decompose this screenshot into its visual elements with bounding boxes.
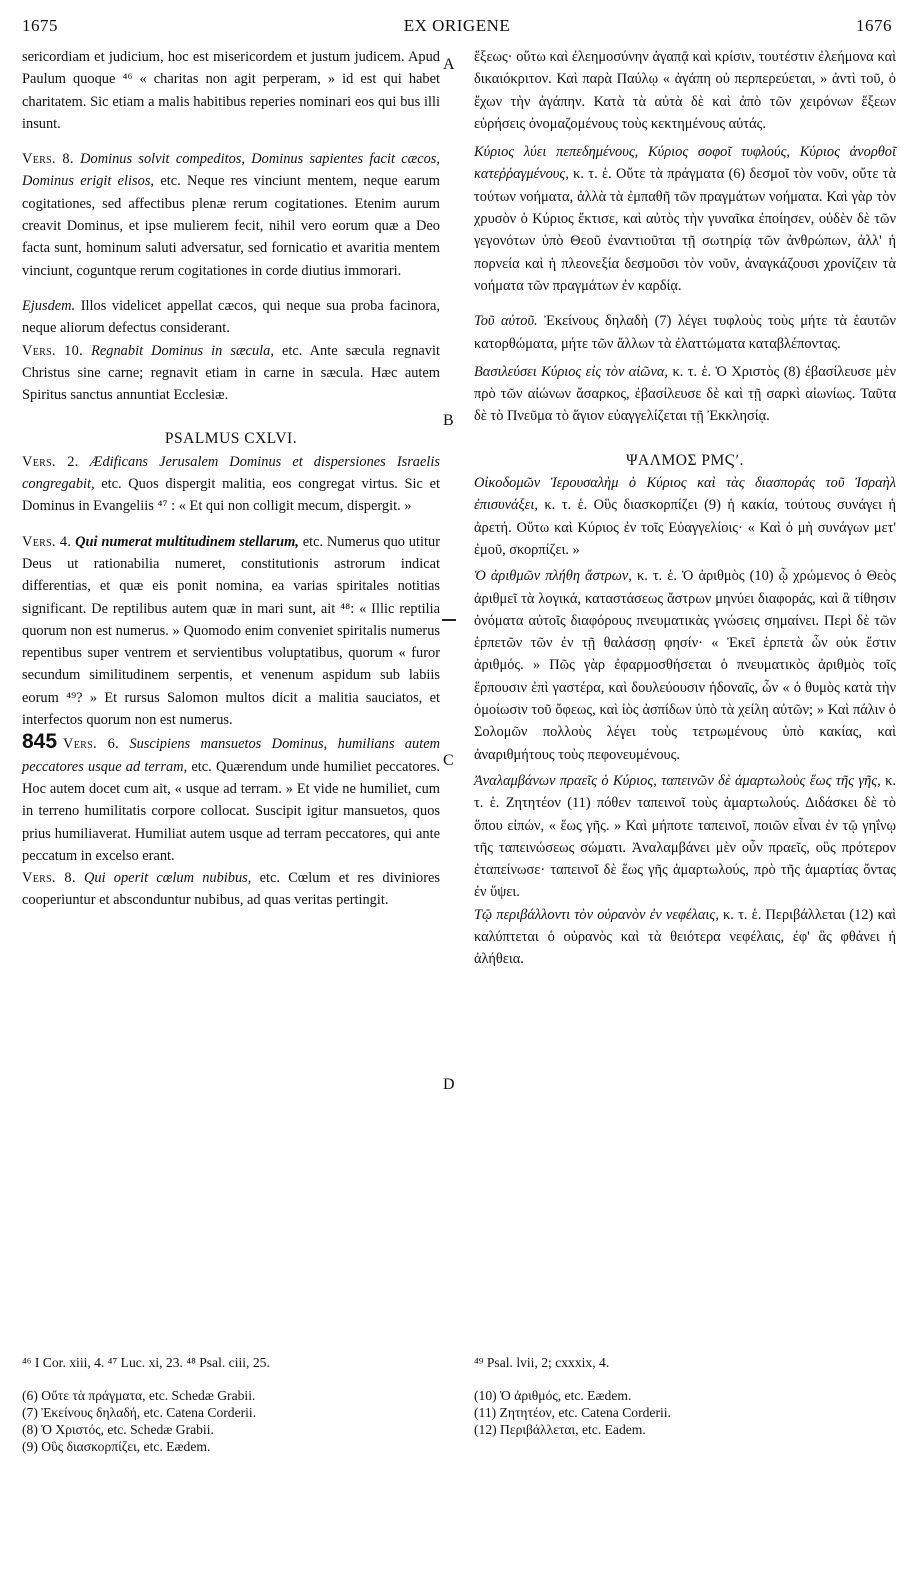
verse-text: etc. Quos dispergit malitia, eos congregat virtus. Sic et Dominus in Evangeliis ⁴⁷ : « Et qui non colligit mecum, dispergit. » [22, 476, 440, 515]
verse-text: Ἐκείνους δηλαδὴ (7) λέγει τυφλοὺς τοὺς μήτε τὰ ἑαυτῶν κατορθώματα, μήτε τῶν ἄλλων τὰ ἐλαττώματα καταβλέποντας. [474, 313, 896, 352]
verse-paragraph [474, 141, 896, 297]
scripture-references-right [474, 1354, 894, 1371]
paragraph: ἕξεως· οὕτω καὶ ἐλεημοσύνην ἀγαπᾷ καὶ κρίσιν, τουτέστιν ἐλεήμονα καὶ δικαιόκριτον. Καὶ παρὰ Παύλῳ « ἀγάπη οὐ περπερεύεται, » ἀντὶ τοῦ, ὁ ἔχων τὴν ἀγάπην. Κατὰ τὰ αὐτὰ δὲ καὶ ἀπὸ τῶν χειρόνων ἕξεων εὑρήσεις ὀνομαζομένους τοὺς κεκτημένους αὐτάς. [474, 49, 896, 132]
verse-label: Vers. 10. [22, 342, 84, 359]
verse-lemma: Τῷ περιβάλλοντι τὸν οὐρανὸν ἐν νεφέλαις, [474, 906, 719, 923]
paragraph: sericordiam et judicium, hoc est misericordem et justum judicem. Apud Paulum quoque ⁴⁶ « charitas non agit perperam, » id est qui habet charitatem. Sic etiam a malis habitibus reperies nominari eos qui bus illi insunt. [22, 49, 440, 132]
verse-lemma: Ὁ ἀριθμῶν πλήθη ἄστρων, [474, 568, 632, 585]
verse-paragraph [22, 148, 440, 282]
variant-note: (7) Ἐκείνους δηλαδή, etc. Catena Corderii. [22, 1405, 257, 1420]
variant-note: (9) Οὓς διασκορπίζει, etc. Eædem. [22, 1439, 211, 1454]
verse-paragraph [474, 361, 896, 428]
variant-note: (8) Ὁ Χριστός, etc. Schedæ Grabii. [22, 1422, 214, 1437]
psalm-title: ΨΑΛΜΟΣ ΡΜϚʹ. [626, 451, 744, 469]
verse-text: κ. τ. ἑ. Ὁ Χριστὸς (8) ἐβασίλευσε μὲν πρὸ τῶν αἰώνων ἄσαρκος, ἐβασίλευσε δὲ καὶ τῇ σαρκὶ αἰωνίως. Ταῦτα δὲ τὸ Πνεῦμα τὸ ἅγιον εὐαγγελίζεται τῇ Ἐκκλησίᾳ. [474, 363, 896, 425]
verse-label: Ejusdem. [22, 297, 76, 314]
verse-label: Vers. 4. [22, 533, 72, 550]
verse-label: Vers. 6. [63, 736, 119, 753]
verse-lemma: Κύριος λύει πεπεδημένους, Κύριος σοφοῖ τυφλούς, Κύριος ἀνορθοῖ κατεῤῥαγμένους, [474, 144, 896, 183]
verse-paragraph [474, 565, 896, 766]
variant-notes-left [22, 1387, 462, 1455]
footnote-reference: ⁴⁹ Psal. lvii, 2; cxxxix, 4. [474, 1355, 610, 1370]
column-divider [442, 619, 456, 621]
verse-lemma: Regnabit Dominus in sæcula, [91, 342, 274, 359]
variant-note: (6) Οὔτε τὰ πράγματα, etc. Schedæ Grabii. [22, 1388, 256, 1403]
running-title: EX ORIGENE [403, 16, 511, 35]
latin-column [22, 46, 440, 912]
verse-paragraph [22, 731, 440, 867]
verse-paragraph [22, 340, 440, 407]
verse-text: κ. τ. ἑ. Οὔτε τὰ πράγματα (6) δεσμοῖ τὸν νοῦν, οὔτε τὰ τούτων νοήματα, ἀλλὰ τὰ ἐμπαθῆ τῶν πραγμάτων νοήματα. Καὶ γὰρ τὸν χρυσὸν ὁ Κύριος ἔκτισε, καὶ αὐτὸς τὴν γυναῖκα ἐποίησεν, οὐδὲν δὲ τῶν γεγονότων ὑπὸ Θεοῦ ἐναντιοῦται τῇ σωτηρίᾳ τῶν ἀνθρώπων, ἀλλ' ἡ πορνεία καὶ ἡ πλεονεξία δεσμοῦσι τὸν νοῦν, ἀναγκάζουσι χρονίζειν τὰ νοήματα τῶν πραγμάτων ἐν καρδίᾳ. [474, 166, 896, 294]
variant-note: (10) Ὁ ἀριθμός, etc. Eædem. [474, 1388, 632, 1403]
section-marker-c: C [443, 752, 454, 769]
verse-label: Vers. 8. [22, 151, 74, 168]
psalm-title: PSALMUS CXLVI. [164, 430, 298, 448]
verse-text: etc. Ante sæcula regnavit Christus sine carne; regnavit etiam in carne in sæcula. Hæc autem Spiritus sanctus annuntiat Ecclesiæ. [22, 342, 440, 404]
verse-paragraph [22, 295, 440, 340]
footnote-reference: ⁴⁶ I Cor. xiii, 4. ⁴⁷ Luc. xi, 23. ⁴⁸ Psal. ciii, 25. [22, 1355, 270, 1370]
variant-note: (11) Ζητητέον, etc. Catena Corderii. [474, 1405, 671, 1420]
page-number-right: 1676 [856, 16, 892, 35]
verse-lemma: Qui operit cœlum nubibus, [83, 870, 252, 887]
verse-label: Τοῦ αὐτοῦ. [474, 313, 538, 330]
section-marker-a: A [443, 56, 455, 73]
column-number: 845 [22, 730, 58, 754]
variant-note: (12) Περιβάλλεται, etc. Eadem. [474, 1422, 646, 1437]
verse-text: κ. τ. ἑ. Ὁ ἀριθμὸς (10) ᾧ χρώμενος ὁ Θεὸς ἀριθμεῖ τὰ λογικά, καταστάσεως ἄστρων μηνύει διαφοράς, καὶ ἃ τίθησιν ὀνόματα αὐτοῖς διαφόρους πνευματικὰς γνώσεις σημαίνει. Περὶ δὲ τῶν ἑρπετῶν τῶν ἐν τῇ θαλάσσῃ φησίν· « Ἐκεῖ ἑρπετὰ ὧν οὐκ ἔστιν ἀριθμός. » Πῶς γὰρ ἐφαρμοσθήσεται ὁ πνευματικὸς ἀριθμὸς τοῖς ἕρπουσιν ἐπὶ γαστέρα, καὶ δουλεύουσιν ἡδοναῖς, ὧν « ὁ θυμὸς κατὰ τὴν ὁμοίωσιν τοῦ ὄφεως, καὶ ἰὸς ἀσπίδων ὑπὸ τὰ χείλη αὐτῶν; » Καὶ πάλιν ὁ Σολομῶν πολλοὺς λέγει τοὺς τετρωμένους ὑπὸ κακίας, καὶ ἀναριθμήτους τοὺς πεφονευμένους. [474, 568, 896, 763]
verse-text: κ. τ. ἑ. Ζητητέον (11) πόθεν ταπεινοῖ τοὺς ἁμαρτωλούς. Διδάσκει δὲ τὸ ὅπου εἰπών, « ἕως γῆς. » Καὶ μήποτε ταπεινοῖ, ποιῶν εἶναι ἐν τῷ γηΐνῳ τῆς ταπεινώσεως σώματι. Ἀναλαμβάνει μὲν οὖν πραεῖς, οὓς πρότερον ἐταπείνωσε· ταπεινοῖ δὲ ἕως γῆς ἁμαρτωλούς, πρὸ τῆς ἁμαρτίας ὄντας ἐν ὕψει. [474, 772, 896, 901]
verse-label: Vers. 2. [22, 453, 79, 470]
verse-text: κ. τ. ἑ. Οὓς διασκορπίζει (9) ἡ κακία, τούτους συνάγει ἡ ἀρετή. Οὕτω καὶ Κύριος ἐν τοῖς Εὐαγγελίοις· « Καὶ ὁ μὴ συνάγων μετ' ἐμοῦ, σκορπίζει. » [474, 497, 896, 558]
verse-paragraph [474, 904, 896, 971]
verse-text: κ. τ. ἑ. Περιβάλλεται (12) καὶ καλύπτεται ὁ οὐρανὸς καὶ τὰ θειότερα νεφέλαις, ἐφ' ἃς φθάνει ἡ ἀλήθεια. [474, 906, 896, 968]
verse-lemma: Οἰκοδομῶν Ἱερουσαλὴμ ὁ Κύριος καὶ τὰς διασποράς τοῦ Ἰσραὴλ ἐπισυνάξει, [474, 475, 896, 514]
verse-lemma: Qui numerat multitudinem stellarum, [75, 533, 299, 550]
verse-paragraph [474, 472, 896, 561]
verse-lemma: Suscipiens mansuetos Dominus, humilians autem peccatores usque ad terram, [22, 736, 440, 775]
verse-paragraph [22, 867, 440, 912]
verse-paragraph [22, 531, 440, 732]
verse-label: Vers. 8. [22, 870, 76, 887]
verse-paragraph [474, 310, 896, 355]
variant-notes-right [474, 1387, 894, 1438]
page-number-left: 1675 [22, 16, 58, 35]
verse-paragraph [474, 770, 896, 904]
verse-lemma: Dominus solvit compeditos, Dominus sapientes facit cæcos, Dominus erigit elisos, [22, 151, 440, 190]
verse-text: etc. Quærendum unde humiliet peccatores. Hoc autem docet cum ait, « usque ad terram. » Et vide ne humiliet, cum in terreno humilitatis corpore collocat. Suscipit igitur mansuetos, quos prius humiliaverat. Humiliat autem usque ad terram peccatores, qui ante peccatum in excelso erant. [22, 758, 440, 864]
greek-column [474, 46, 896, 971]
verse-lemma: Ἀναλαμβάνων πραεῖς ὁ Κύριος, ταπεινῶν δὲ ἁμαρτωλοὺς ἕως τῆς γῆς, [474, 772, 881, 789]
section-marker-b: B [443, 412, 454, 429]
verse-text: etc. Neque res vinciunt mentem, neque earum cogitationes, sed affectibus plenæ rerum cogitationes. Etenim aurum creavit Dominus, et ipse mulierem fecit, nihil vero eorum quæ a Deo facta sunt, hominum saluti adversatur, sed fornicatio et avaritia mentem vinciunt, coguntque rerum cogitationes in corde diutius immorari. [22, 173, 440, 279]
verse-lemma: Βασιλεύσει Κύριος εἰς τὸν αἰῶνα, [474, 363, 669, 380]
section-marker-d: D [443, 1076, 455, 1093]
scripture-references-left [22, 1354, 462, 1371]
verse-text: Illos videlicet appellat cæcos, qui neque sua proba facinora, neque aliorum defectus considerant. [22, 297, 440, 337]
verse-paragraph [22, 451, 440, 518]
verse-text: etc. Cœlum et res diviniores cooperiuntur et absconduntur nubibus, ad quas veritas pertingit. [22, 870, 440, 909]
verse-lemma: Ædificans Jerusalem Dominus et dispersiones Israelis congregabit, [22, 453, 440, 493]
page-header [22, 16, 892, 44]
verse-text: etc. Numerus quo utitur Deus ut rationabilia numeret, constitutionis astrorum indicat differentias, et quæ eis ponit nomina, ea varias spiritales notitias significant. De reptilibus autem quæ in mari sunt, ait ⁴⁸: « Illic reptilia quorum non est numerus. » Quomodo enim conveniet spiritalis numerus repentibus super ventrem et servientibus voluptatibus, quorum « furor secundum similitudinem serpentis, et venenum aspidum sub labiis eorum ⁴⁹? » Et rursus Salomon multos dicit a malitia sauciatos, et interfectos quorum non est numerus. [22, 533, 440, 729]
